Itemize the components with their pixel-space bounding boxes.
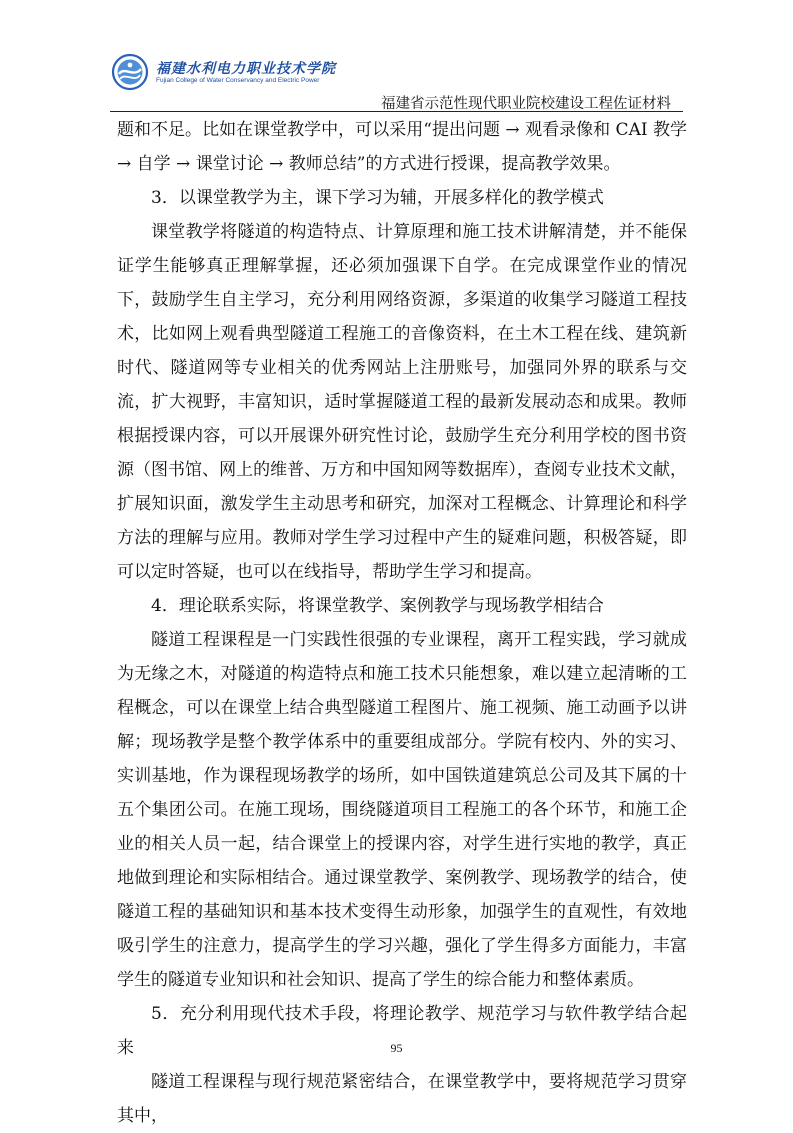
college-logo: [110, 52, 336, 94]
section-heading-4: 4．理论联系实际，将课堂教学、案例教学与现场教学相结合: [151, 596, 604, 616]
header-divider: [110, 111, 683, 112]
header-title: 福建省示范性现代职业院校建设工程佐证材料: [381, 96, 671, 112]
logo-name-cn: 福建水利电力职业技术学院: [156, 61, 336, 77]
page-body: [117, 113, 687, 1133]
college-emblem-icon: [110, 52, 150, 92]
section-heading-5: 5．充分利用现代技术手段，将理论教学、规范学习与软件教学结合起来: [117, 1004, 687, 1058]
paragraph-continued: 题和不足。比如在课堂教学中，可以采用“提出问题 → 观看录像和 CAI 教学 → 自学 → 课堂讨论 → 教师总结”的方式进行授课，提高教学效果。: [117, 120, 687, 174]
paragraph: 课堂教学将隧道的构造特点、计算原理和施工技术讲解清楚，并不能保证学生能够真正理解掌握，还必须加强课下自学。在完成课堂作业的情况下，鼓励学生自主学习，充分利用网络资源，多渠道的收集学习隧道工程技术，比如网上观看典型隧道工程施工的音像资料，在土木工程在线、建筑新时代、隧道网等专业相关的优秀网站上注册账号，加强同外界的联系与交流，扩大视野，丰富知识，适时掌握隧道工程的最新发展动态和成果。教师根据授课内容，可以开展课外研究性讨论，鼓励学生充分利用学校的图书资源（图书馆、网上的维普、万方和中国知网等数据库），查阅专业技术文献，扩展知识面，激发学生主动思考和研究，加深对工程概念、计算理论和科学方法的理解与应用。教师对学生学习过程中产生的疑难问题，积极答疑，即可以定时答疑，也可以在线指导，帮助学生学习和提高。: [117, 222, 687, 582]
page-header: [0, 0, 793, 112]
paragraph: 隧道工程课程是一门实践性很强的专业课程，离开工程实践，学习就成为无缘之木，对隧道的构造特点和施工技术只能想象，难以建立起清晰的工程概念，可以在课堂上结合典型隧道工程图片、施工视频、施工动画予以讲解；现场教学是整个教学体系中的重要组成部分。学院有校内、外的实习、实训基地，作为课程现场教学的场所，如中国铁道建筑总公司及其下属的十五个集团公司。在施工现场，围绕隧道项目工程施工的各个环节，和施工企业的相关人员一起，结合课堂上的授课内容，对学生进行实地的教学，真正地做到理论和实际相结合。通过课堂教学、案例教学、现场教学的结合，使隧道工程的基础知识和基本技术变得生动形象，加强学生的直观性，有效地吸引学生的注意力，提高学生的学习兴趣，强化了学生得多方面能力，丰富学生的隧道专业知识和社会知识、提高了学生的综合能力和整体素质。: [117, 630, 687, 990]
logo-name-en: Fujian College of Water Conservancy and Electric Power: [156, 77, 320, 84]
page-number: 95: [390, 1041, 403, 1055]
paragraph: 隧道工程课程与现行规范紧密结合，在课堂教学中，要将规范学习贯穿其中，: [117, 1072, 687, 1126]
section-heading-3: 3．以课堂教学为主，课下学习为辅，开展多样化的教学模式: [151, 188, 604, 208]
